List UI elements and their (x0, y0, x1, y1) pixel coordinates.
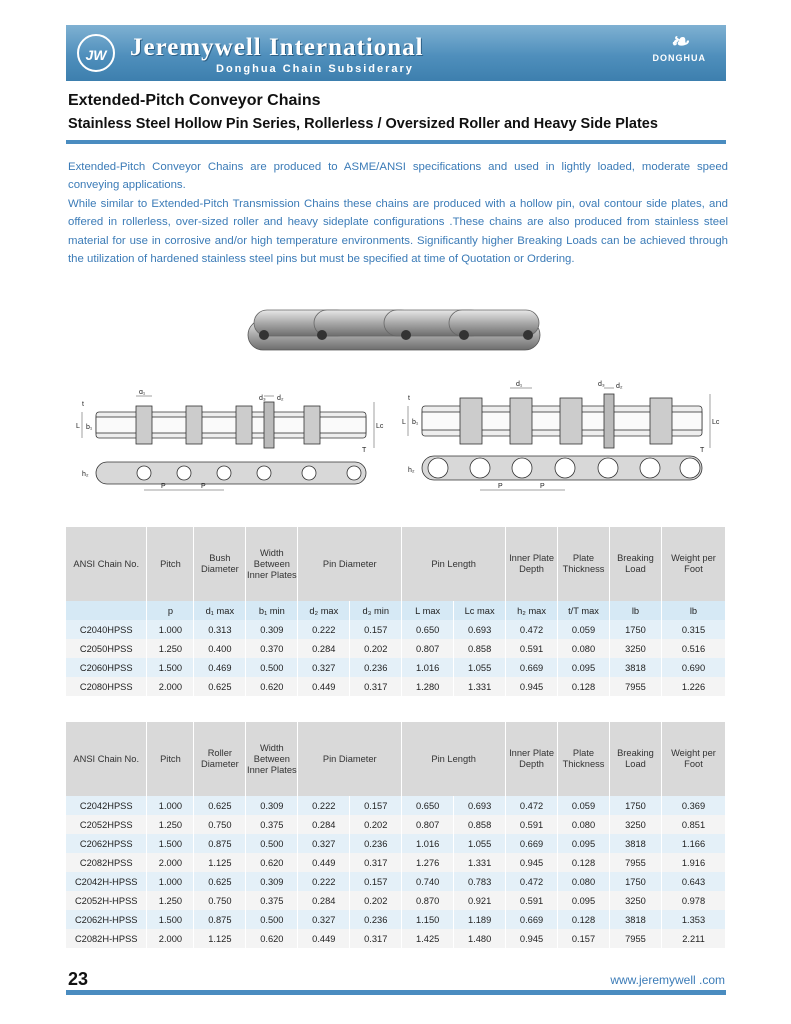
table-cell: 0.236 (350, 658, 402, 677)
table-cell: 1.250 (147, 891, 194, 910)
chain-number-cell: C2042H-HPSS (66, 872, 147, 891)
chain-number-cell: C2052HPSS (66, 815, 147, 834)
table-cell: 0.157 (558, 929, 610, 948)
table-cell: 0.472 (506, 872, 558, 891)
table-cell: 3818 (609, 910, 661, 929)
table-cell: 0.222 (298, 620, 350, 639)
table-cell: 0.315 (661, 620, 725, 639)
table-cell: 1.331 (454, 853, 506, 872)
table-row (66, 658, 726, 677)
table-cell: 1750 (609, 796, 661, 815)
table-cell: 0.978 (661, 891, 725, 910)
table-cell: 0.625 (194, 872, 246, 891)
table-cell: 0.870 (402, 891, 454, 910)
table-row (66, 891, 726, 910)
table-cell: 0.236 (350, 834, 402, 853)
table-cell: 0.693 (454, 796, 506, 815)
header-banner (66, 25, 726, 81)
table-row (66, 620, 726, 639)
table-cell: 0.472 (506, 620, 558, 639)
table-cell: 1.916 (661, 853, 725, 872)
table-cell: 0.591 (506, 815, 558, 834)
table-cell: 1.250 (147, 639, 194, 658)
label-P: P (161, 483, 166, 490)
table-cell: 1.500 (147, 834, 194, 853)
chain-number-cell: C2050HPSS (66, 639, 147, 658)
table-cell: 0.202 (350, 639, 402, 658)
table-cell: 1.189 (454, 910, 506, 929)
table-cell: 0.469 (194, 658, 246, 677)
table-cell: 0.783 (454, 872, 506, 891)
table-cell: 1.000 (147, 872, 194, 891)
table-cell: 0.620 (246, 853, 298, 872)
label-t: t (408, 395, 410, 402)
table-cell: 0.945 (506, 677, 558, 696)
table-cell: 0.369 (661, 796, 725, 815)
chain-number-cell: C2062H-HPSS (66, 910, 147, 929)
label-P: P (201, 483, 206, 490)
chain-number-cell: C2040HPSS (66, 620, 147, 639)
table-cell: 3250 (609, 891, 661, 910)
table-cell: 0.059 (558, 796, 610, 815)
table-cell: 1.276 (402, 853, 454, 872)
col-header-breaking-load: Breaking Load (609, 527, 661, 601)
table-cell: 0.309 (246, 620, 298, 639)
chain-number-cell: C2062HPSS (66, 834, 147, 853)
col-header-weight: Weight per Foot (661, 722, 725, 796)
table-cell: 0.317 (350, 853, 402, 872)
label-h2: h₂ (82, 471, 89, 478)
unit-cell: d₃ min (350, 601, 402, 620)
description-paragraph: Extended-Pitch Conveyor Chains are produced to ASME/ANSI specifications and used in lightly loaded, moderate speed conveying applications. (68, 161, 728, 192)
table-cell: 0.449 (298, 853, 350, 872)
unit-cell: h₂ max (506, 601, 558, 620)
unit-cell: lb (661, 601, 725, 620)
table-cell: 0.690 (661, 658, 725, 677)
table-cell: 0.858 (454, 815, 506, 834)
table-cell: 0.500 (246, 658, 298, 677)
table-cell: 0.222 (298, 872, 350, 891)
table-cell: 0.500 (246, 910, 298, 929)
table-cell: 0.327 (298, 834, 350, 853)
table-cell: 0.921 (454, 891, 506, 910)
chain-number-cell: C2060HPSS (66, 658, 147, 677)
description-paragraph: While similar to Extended-Pitch Transmission Chains these chains are produced with a hollow pin, oval contour side plates, and offered in rollerless, over-sized roller and heavy sideplate configurations .These chains are also produced from stainless steel material for use in corrosive and/or high temperature environments. Significantly higher Breaking Loads can be achieved through the utilization of hardened stainless steel pins but must be specified at time of Quotation or Ordering. (68, 197, 728, 266)
table-cell: 1.500 (147, 910, 194, 929)
label-T: T (362, 447, 367, 454)
table-cell: 0.449 (298, 677, 350, 696)
table-cell: 3818 (609, 658, 661, 677)
table-cell: 2.000 (147, 677, 194, 696)
table-cell: 0.236 (350, 910, 402, 929)
col-header-pin-length: Pin Length (402, 722, 506, 796)
label-T: T (700, 447, 705, 454)
table-cell: 0.400 (194, 639, 246, 658)
label-P: P (498, 483, 503, 490)
table-cell: 7955 (609, 853, 661, 872)
table-cell: 0.516 (661, 639, 725, 658)
table-cell: 0.309 (246, 872, 298, 891)
col-header-pin-length: Pin Length (402, 527, 506, 601)
table-cell: 1.125 (194, 929, 246, 948)
col-header-width: Width Between Inner Plates (246, 527, 298, 601)
table-cell: 1.250 (147, 815, 194, 834)
table-cell: 3250 (609, 639, 661, 658)
spec-table-rollerless (66, 527, 726, 696)
table-cell: 0.472 (506, 796, 558, 815)
col-header-pin-diameter: Pin Diameter (298, 722, 402, 796)
label-d1: d₁ (516, 381, 523, 388)
description (68, 158, 728, 268)
unit-cell: L max (402, 601, 454, 620)
chain-photo (244, 302, 544, 358)
col-header-weight: Weight per Foot (661, 527, 725, 601)
table-row (66, 815, 726, 834)
label-d1: d₁ (139, 390, 146, 396)
table-cell: 0.222 (298, 796, 350, 815)
table-cell: 0.080 (558, 815, 610, 834)
table-cell: 0.317 (350, 677, 402, 696)
table-cell: 1750 (609, 872, 661, 891)
table-row (66, 834, 726, 853)
table-cell: 7955 (609, 677, 661, 696)
chain-number-cell: C2080HPSS (66, 677, 147, 696)
table-cell: 0.309 (246, 796, 298, 815)
col-header-breaking-load: Breaking Load (609, 722, 661, 796)
col-header-ansi: ANSI Chain No. (66, 722, 147, 796)
table-cell: 1.016 (402, 834, 454, 853)
col-header-roller: Roller Diameter (194, 722, 246, 796)
table-cell: 0.095 (558, 834, 610, 853)
col-header-plate-depth: Inner Plate Depth (506, 722, 558, 796)
table-cell: 0.375 (246, 815, 298, 834)
table-cell: 0.750 (194, 891, 246, 910)
donghua-mark-icon: ❧ (670, 29, 689, 54)
table-cell: 0.669 (506, 834, 558, 853)
col-header-pitch: Pitch (147, 527, 194, 601)
table-cell: 0.851 (661, 815, 725, 834)
col-header-pitch: Pitch (147, 722, 194, 796)
col-header-width: Width Between Inner Plates (246, 722, 298, 796)
table-cell: 0.500 (246, 834, 298, 853)
chain-number-cell: C2052H-HPSS (66, 891, 147, 910)
table-row (66, 639, 726, 658)
label-h2: h₂ (408, 467, 415, 474)
table-cell: 1.353 (661, 910, 725, 929)
col-header-bush: Bush Diameter (194, 527, 246, 601)
page-number: 23 (68, 969, 89, 989)
donghua-brand: DONGHUA (652, 53, 706, 63)
page-subtitle: Stainless Steel Hollow Pin Series, Rollerless / Oversized Roller and Heavy Side Plates (68, 116, 658, 132)
label-b1: b₁ (412, 419, 419, 426)
table-cell: 0.059 (558, 620, 610, 639)
col-header-pin-diameter: Pin Diameter (298, 527, 402, 601)
table-cell: 0.650 (402, 620, 454, 639)
subsidiary-name: Donghua Chain Subsiderary (216, 63, 414, 75)
unit-cell (66, 601, 147, 620)
col-header-plate-thickness: Plate Thickness (558, 527, 610, 601)
table-cell: 0.128 (558, 853, 610, 872)
unit-cell: p (147, 601, 194, 620)
table-cell: 2.000 (147, 853, 194, 872)
table-cell: 0.284 (298, 815, 350, 834)
unit-cell: d₁ max (194, 601, 246, 620)
table-cell: 1.425 (402, 929, 454, 948)
label-L: L (76, 423, 80, 430)
table-cell: 0.591 (506, 639, 558, 658)
table-cell: 0.327 (298, 658, 350, 677)
table-cell: 0.591 (506, 891, 558, 910)
table-cell: 1.226 (661, 677, 725, 696)
table-cell: 0.313 (194, 620, 246, 639)
table-cell: 0.128 (558, 677, 610, 696)
table-cell: 0.080 (558, 639, 610, 658)
table-cell: 0.284 (298, 891, 350, 910)
label-Lc: Lc (376, 423, 384, 430)
table-cell: 1.331 (454, 677, 506, 696)
label-d3: d₃ (259, 395, 266, 402)
table-cell: 0.625 (194, 677, 246, 696)
table-row (66, 929, 726, 948)
company-name: Jeremywell International (130, 34, 424, 61)
table-cell: 0.317 (350, 929, 402, 948)
table-cell: 0.740 (402, 872, 454, 891)
table-cell: 1.480 (454, 929, 506, 948)
table-cell: 1.000 (147, 620, 194, 639)
company-logo: JW (77, 34, 115, 72)
table-cell: 0.807 (402, 815, 454, 834)
table-cell: 0.875 (194, 910, 246, 929)
unit-cell: t/T max (558, 601, 610, 620)
unit-cell: lb (609, 601, 661, 620)
label-d2: d₂ (277, 395, 284, 402)
table-cell: 1.125 (194, 853, 246, 872)
label-b1: b₁ (86, 424, 93, 431)
roller-chain-drawing (400, 380, 720, 500)
label-Lc: Lc (712, 419, 720, 426)
chain-number-cell: C2082H-HPSS (66, 929, 147, 948)
table-cell: 1.055 (454, 834, 506, 853)
col-header-plate-depth: Inner Plate Depth (506, 527, 558, 601)
table-cell: 1.055 (454, 658, 506, 677)
col-header-plate-thickness: Plate Thickness (558, 722, 610, 796)
table-cell: 0.284 (298, 639, 350, 658)
table-cell: 3250 (609, 815, 661, 834)
table-cell: 0.807 (402, 639, 454, 658)
table-cell: 0.449 (298, 929, 350, 948)
unit-cell: d₂ max (298, 601, 350, 620)
table-cell: 1.016 (402, 658, 454, 677)
table-cell: 0.669 (506, 910, 558, 929)
table-cell: 0.095 (558, 891, 610, 910)
chain-number-cell: C2082HPSS (66, 853, 147, 872)
table-cell: 7955 (609, 929, 661, 948)
table-cell: 1.500 (147, 658, 194, 677)
label-L: L (402, 419, 406, 426)
table-cell: 0.643 (661, 872, 725, 891)
unit-cell: b₁ min (246, 601, 298, 620)
table-cell: 0.750 (194, 815, 246, 834)
spec-table-roller (66, 722, 726, 948)
col-header-ansi: ANSI Chain No. (66, 527, 147, 601)
donghua-logo (653, 31, 707, 63)
table-row (66, 677, 726, 696)
table-row (66, 853, 726, 872)
unit-cell: Lc max (454, 601, 506, 620)
table-cell: 0.202 (350, 891, 402, 910)
table-cell: 0.650 (402, 796, 454, 815)
website-link[interactable]: www.jeremywell .com (610, 973, 725, 987)
rollerless-chain-drawing (74, 390, 384, 495)
table-cell: 0.095 (558, 658, 610, 677)
table-cell: 1750 (609, 620, 661, 639)
table-cell: 1.000 (147, 796, 194, 815)
table-cell: 3818 (609, 834, 661, 853)
table-cell: 0.327 (298, 910, 350, 929)
table-cell: 1.166 (661, 834, 725, 853)
table-cell: 0.875 (194, 834, 246, 853)
chain-number-cell: C2042HPSS (66, 796, 147, 815)
table-cell: 0.157 (350, 872, 402, 891)
units-row (66, 601, 726, 620)
label-t: t (82, 401, 84, 408)
table-cell: 1.150 (402, 910, 454, 929)
table-cell: 0.157 (350, 620, 402, 639)
table-cell: 0.945 (506, 929, 558, 948)
table-cell: 0.202 (350, 815, 402, 834)
table-cell: 0.625 (194, 796, 246, 815)
label-P: P (540, 483, 545, 490)
table-cell: 0.620 (246, 677, 298, 696)
table-cell: 0.370 (246, 639, 298, 658)
table-cell: 2.000 (147, 929, 194, 948)
table-row (66, 796, 726, 815)
table-cell: 0.375 (246, 891, 298, 910)
table-cell: 1.280 (402, 677, 454, 696)
page-title: Extended-Pitch Conveyor Chains (68, 92, 321, 109)
table-cell: 0.128 (558, 910, 610, 929)
table-cell: 0.693 (454, 620, 506, 639)
label-d2: d₂ (616, 383, 623, 390)
table-cell: 0.080 (558, 872, 610, 891)
table-row (66, 910, 726, 929)
footer-bar (66, 990, 726, 995)
table-cell: 0.669 (506, 658, 558, 677)
table-row (66, 872, 726, 891)
title-divider (66, 140, 726, 144)
table-cell: 0.858 (454, 639, 506, 658)
table-cell: 0.157 (350, 796, 402, 815)
table-cell: 0.620 (246, 929, 298, 948)
table-cell: 2.211 (661, 929, 725, 948)
table-cell: 0.945 (506, 853, 558, 872)
label-d3: d₃ (598, 381, 605, 388)
